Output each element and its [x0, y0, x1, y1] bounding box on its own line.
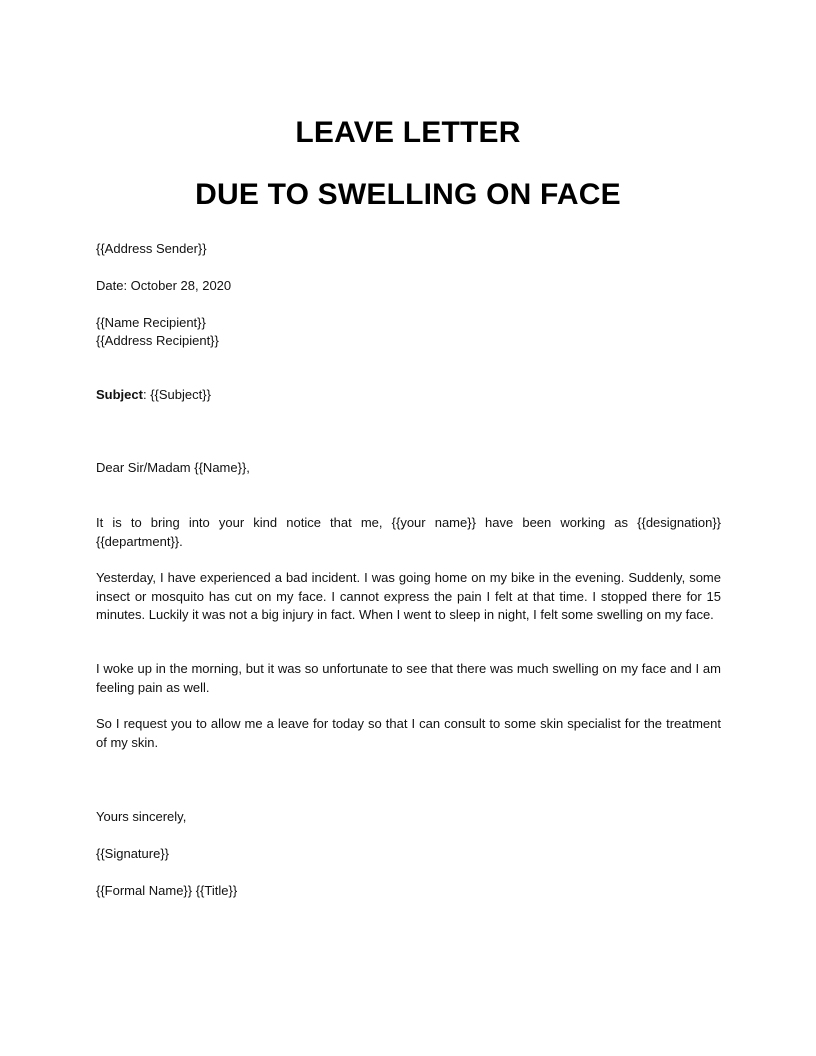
name-recipient: {{Name Recipient}}	[96, 315, 206, 330]
title-line-1: LEAVE LETTER	[295, 116, 521, 149]
subject-value: : {{Subject}}	[142, 387, 211, 402]
signature: {{Signature}}	[96, 846, 170, 861]
address-recipient: {{Address Recipient}}	[96, 333, 219, 348]
body-paragraph-4: So I request you to allow me a leave for today so that I can consult to some skin specialist for the treatment of my skin.	[96, 716, 721, 750]
title-line-2: DUE TO SWELLING ON FACE	[195, 178, 621, 211]
salutation: Dear Sir/Madam {{Name}},	[96, 460, 250, 475]
subject-label: Subject	[96, 387, 143, 402]
body-paragraph-3: I woke up in the morning, but it was so unfortunate to see that there was much swelling on my face and I am feeling pain as well.	[96, 661, 721, 695]
subject-line	[96, 386, 211, 405]
letter-date: Date: October 28, 2020	[96, 278, 232, 293]
body-paragraph-1: It is to bring into your kind notice that me, {{your name}} have been working as {{designation}} {{department}}.	[96, 515, 721, 549]
closing: Yours sincerely,	[96, 809, 187, 824]
formal-name-title: {{Formal Name}} {{Title}}	[96, 883, 238, 898]
body-paragraph-2: Yesterday, I have experienced a bad incident. I was going home on my bike in the evening. Suddenly, some insect or mosquito has cut on my face. I cannot express the pain I felt at that time. I stopped there for 15 minutes. Luckily it was not a big injury in fact. When I went to sleep in night, I felt some swelling on my face.	[96, 570, 721, 622]
address-sender: {{Address Sender}}	[96, 241, 207, 256]
